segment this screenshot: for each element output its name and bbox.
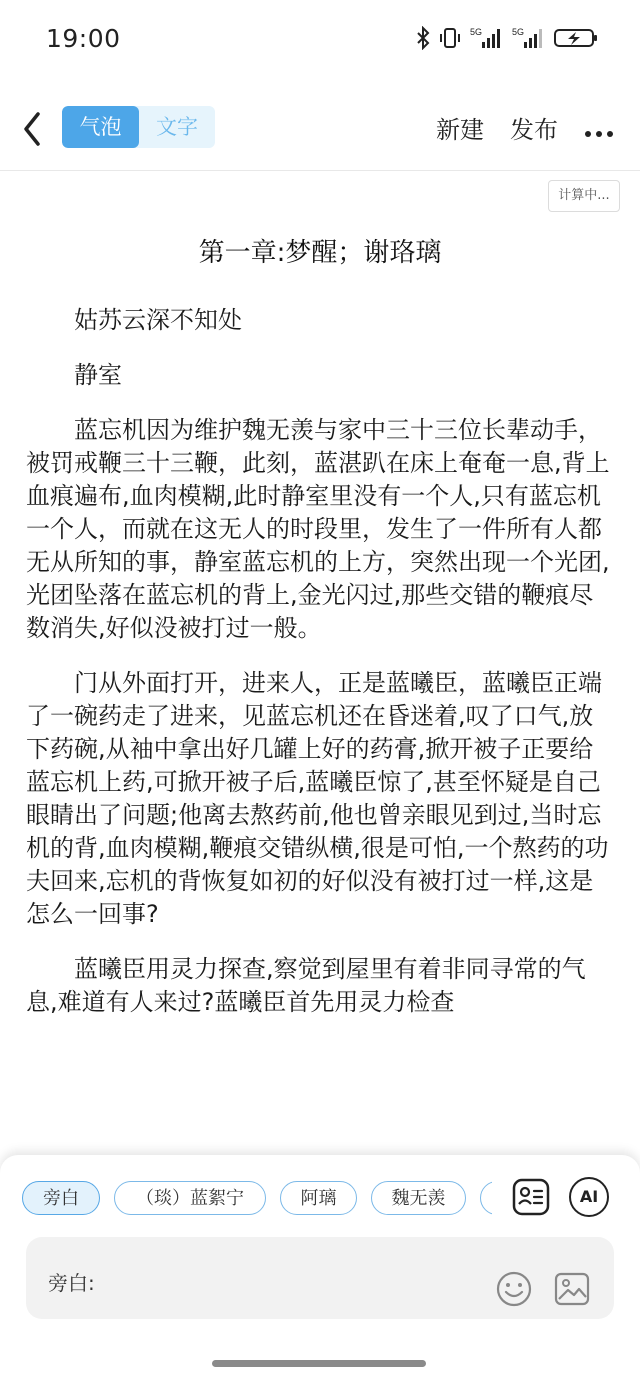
paragraph[interactable]: 姑苏云深不知处: [74, 306, 242, 334]
chapter-title: 第一章:梦醒；谢珞璃: [198, 238, 442, 268]
story-content: [26, 304, 614, 1041]
ai-button[interactable]: AI: [569, 1177, 609, 1217]
signal-5g-icon: [512, 26, 546, 50]
bottom-input-panel: [0, 1155, 640, 1385]
battery-charging-icon: [554, 26, 600, 50]
role-chip[interactable]: 阿璃: [280, 1181, 357, 1215]
status-icons: [416, 26, 600, 50]
role-chip[interactable]: 魏无羡: [371, 1181, 466, 1215]
calculating-badge: 计算中...: [548, 180, 620, 212]
home-indicator[interactable]: [212, 1360, 426, 1367]
new-button[interactable]: 新建: [436, 116, 484, 144]
image-icon: [554, 1271, 590, 1307]
input-role-label: 旁白:: [48, 1271, 95, 1295]
role-chip[interactable]: [480, 1181, 492, 1215]
chevron-left-icon: [16, 108, 50, 150]
signal-5g-icon: [470, 26, 504, 50]
paragraph[interactable]: 蓝忘机因为维护魏无羡与家中三十三位长辈动手，被罚戒鞭三十三鞭，此刻，蓝湛趴在床上奄奄一息,背上血痕遍布,血肉模糊,此时静室里没有一个人,只有蓝忘机一个人，而就在这无人的时段里，发生了一件所有人都无从所知的事，静室蓝忘机的上方，突然出现一个光团,光团坠落在蓝忘机的背上,金光闪过,那些交错的鞭痕尽数消失,好似没被打过一般。: [26, 416, 610, 642]
paragraph[interactable]: 门从外面打开，进来人，正是蓝曦臣，蓝曦臣正端了一碗药走了进来，见蓝忘机还在昏迷着,叹了口气,放下药碗,从袖中拿出好几罐上好的药膏,掀开被子正要给蓝忘机上药,可掀开被子后,蓝曦臣惊了,甚至怀疑是自己眼睛出了问题;他离去熬药前,他也曾亲眼见到过,当时忘机的背,血肉模糊,鞭痕交错纵横,很是可怕,一个熬药的功夫回来,忘机的背恢复如初的好似没有被打过一样,这是怎么一回事?: [26, 669, 609, 928]
role-chip[interactable]: （琰）蓝絮宁: [114, 1181, 266, 1215]
paragraph[interactable]: 静室: [74, 361, 122, 389]
role-list-icon: [511, 1177, 551, 1217]
publish-button[interactable]: 发布: [510, 116, 558, 144]
role-chip-list[interactable]: [22, 1181, 492, 1217]
emoji-button[interactable]: [496, 1271, 532, 1307]
more-button[interactable]: [584, 124, 614, 134]
tab-bubble[interactable]: 气泡: [62, 106, 139, 148]
network-label: 5G: [512, 27, 525, 37]
top-nav-bar: [0, 88, 640, 171]
paragraph[interactable]: 蓝曦臣用灵力探查,察觉到屋里有着非同寻常的气息,难道有人来过?蓝曦臣首先用灵力检查: [26, 955, 586, 1016]
status-bar: [0, 0, 640, 82]
emoji-icon: [496, 1271, 532, 1307]
bluetooth-icon: [416, 26, 430, 50]
role-chip-narrator[interactable]: 旁白: [22, 1181, 100, 1215]
image-button[interactable]: [554, 1271, 590, 1307]
status-time: 19:00: [46, 24, 121, 53]
mode-switch: [62, 106, 215, 148]
more-horizontal-icon: [584, 129, 614, 139]
back-button[interactable]: [16, 108, 50, 150]
vibrate-icon: [438, 26, 462, 50]
role-list-button[interactable]: [511, 1177, 551, 1217]
tab-text[interactable]: 文字: [156, 115, 198, 139]
network-label: 5G: [470, 27, 483, 37]
message-input[interactable]: [26, 1237, 614, 1319]
